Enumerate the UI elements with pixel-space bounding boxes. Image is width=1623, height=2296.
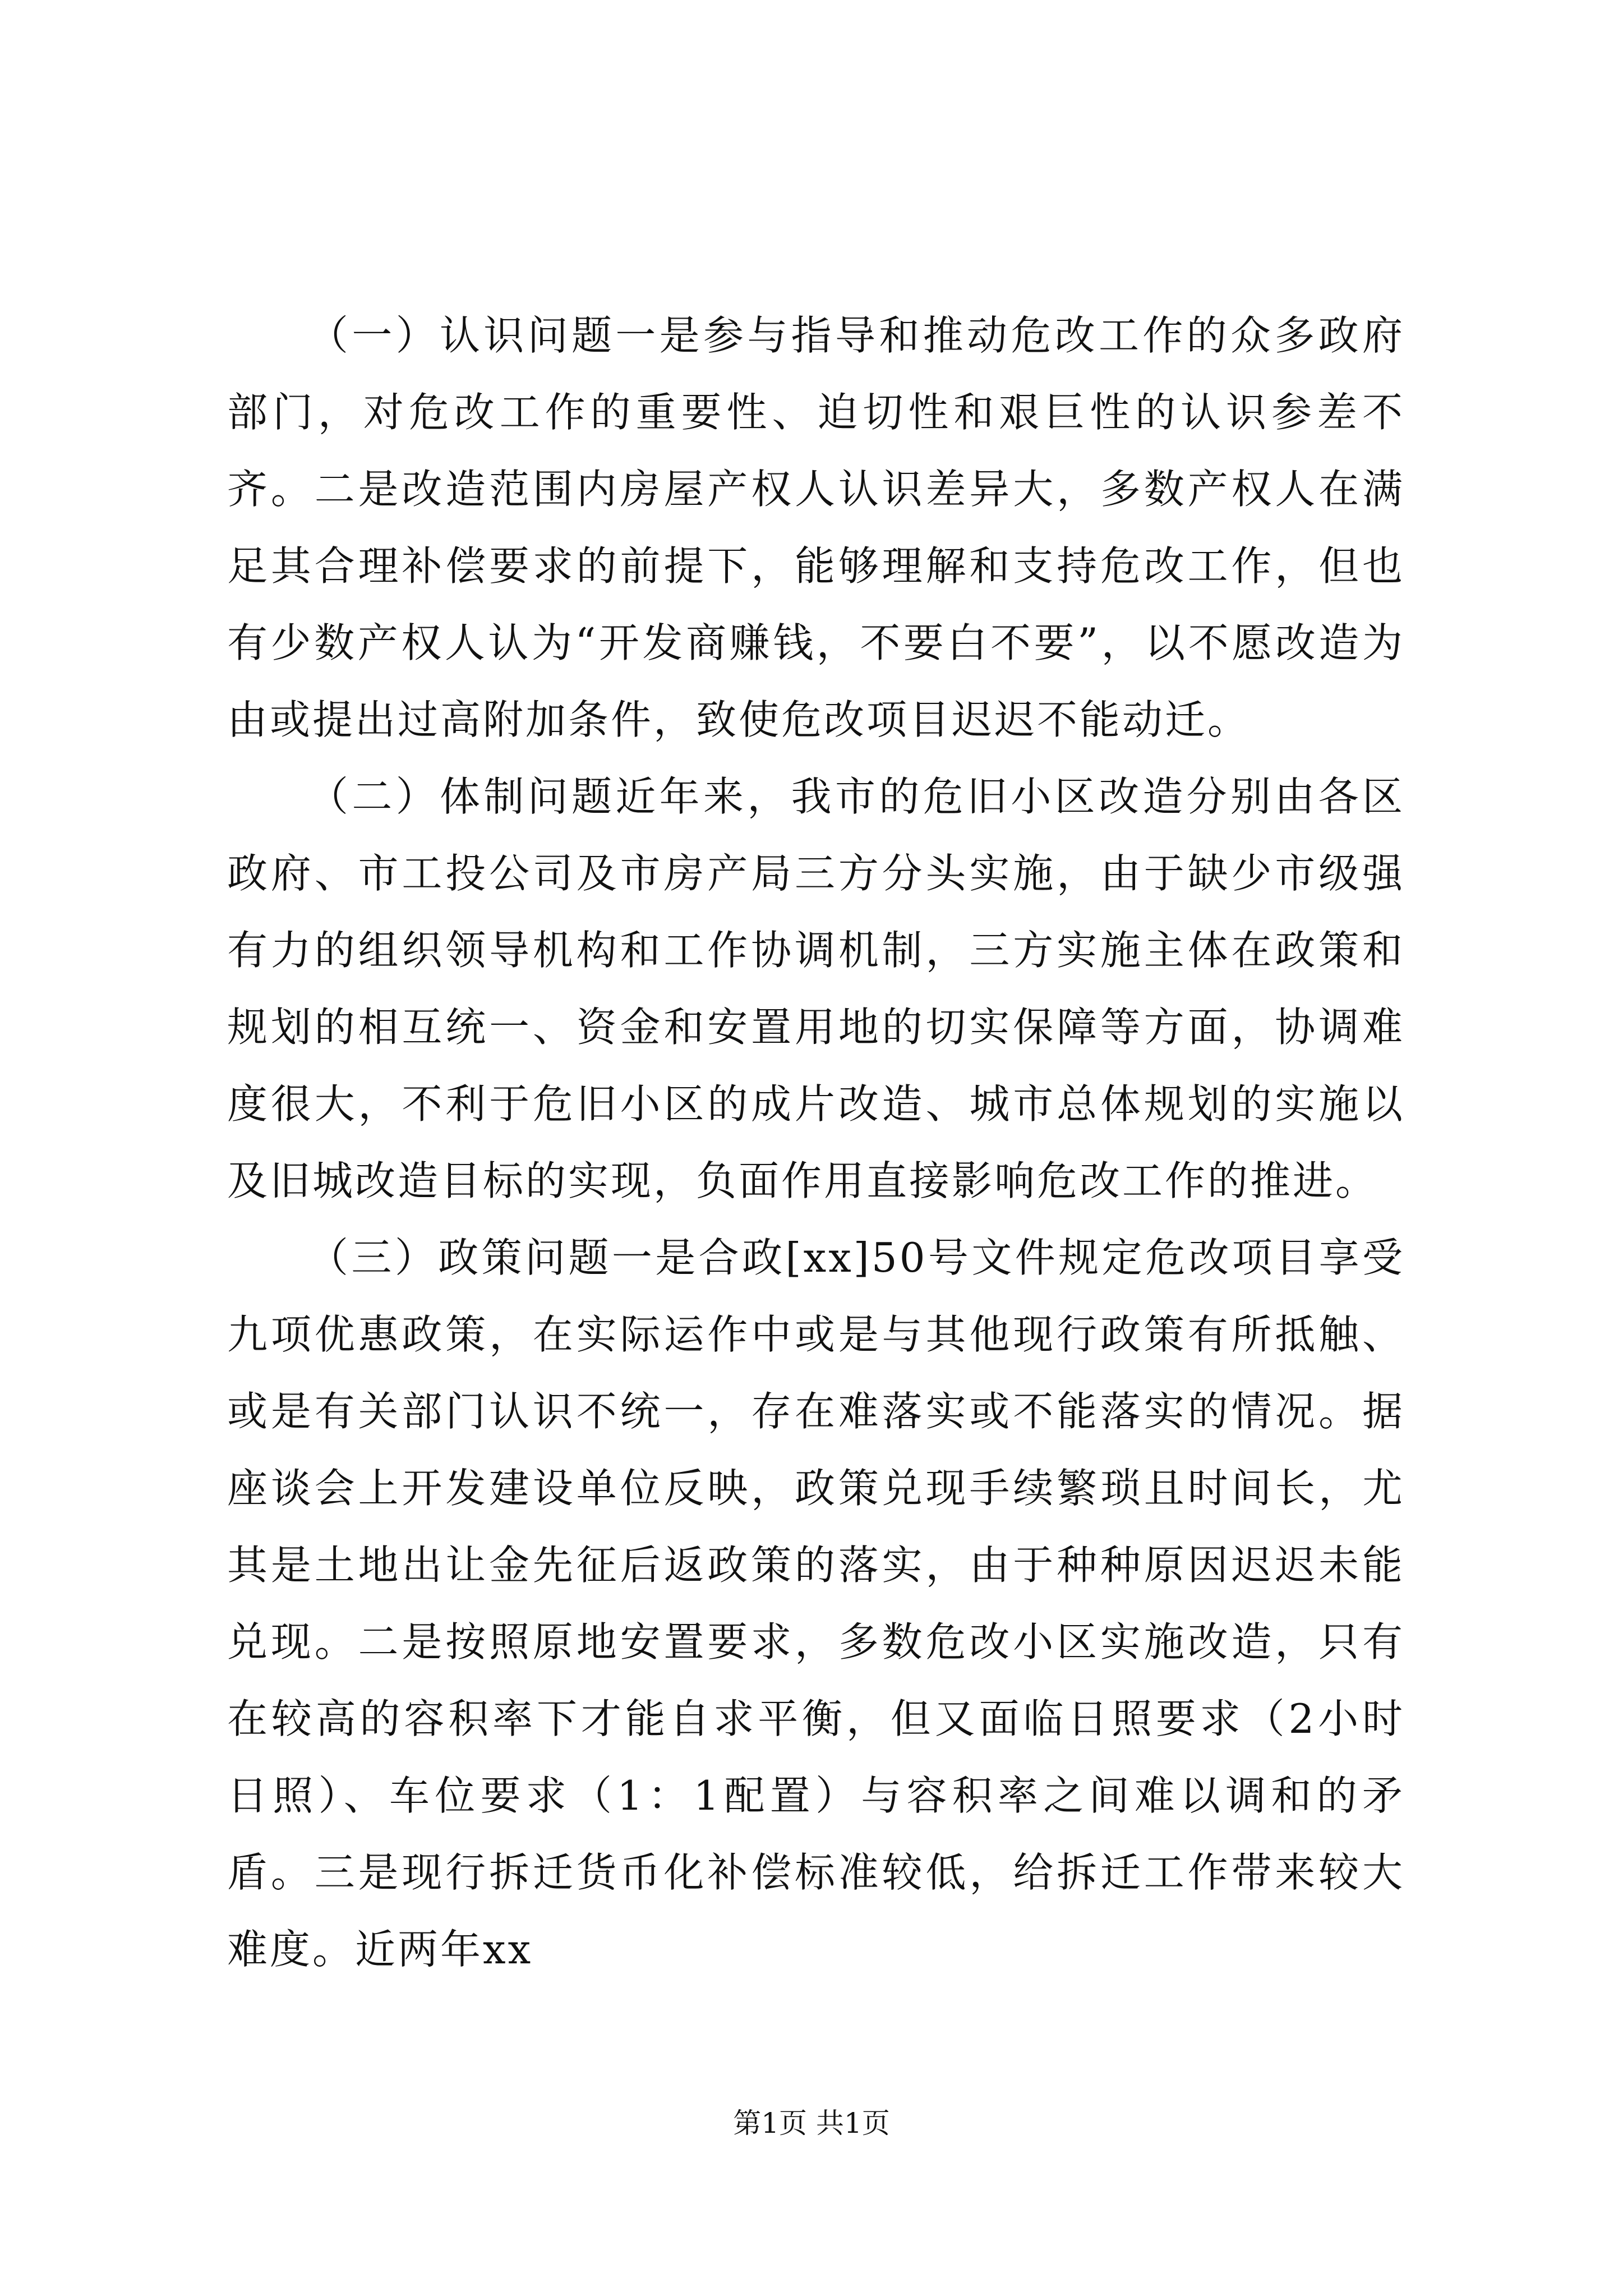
page-footer: 第1页 共1页 xyxy=(733,2107,890,2139)
paragraph-awareness-issue: （一）认识问题一是参与指导和推动危改工作的众多政府部门，对危改工作的重要性、迫切性和艰巨性的认识参差不齐。二是改造范围内房屋产权人认识差异大，多数产权人在满足其合理补偿要求的前提下，能够理解和支持危改工作，但也有少数产权人认为“开发商赚钱，不要白不要”，以不愿改造为由或提出过高附加条件，致使危改项目迟迟不能动迁。 xyxy=(227,312,1405,743)
document-body xyxy=(227,297,1405,1988)
paragraph-system-issue: （二）体制问题近年来，我市的危旧小区改造分别由各区政府、市工投公司及市房产局三方分头实施，由于缺少市级强有力的组织领导机构和工作协调机制，三方实施主体在政策和规划的相互统一、资金和安置用地的切实保障等方面，协调难度很大，不利于危旧小区的成片改造、城市总体规划的实施以及旧城改造目标的实现，负面作用直接影响危改工作的推进。 xyxy=(227,773,1405,1204)
paragraph-policy-issue: （三）政策问题一是合政[xx]50号文件规定危改项目享受九项优惠政策，在实际运作中或是与其他现行政策有所抵触、或是有关部门认识不统一，存在难落实或不能落实的情况。据座谈会上开发建设单位反映，政策兑现手续繁琐且时间长，尤其是土地出让金先征后返政策的落实，由于种种原因迟迟未能兑现。二是按照原地安置要求，多数危改小区实施改造，只有在较高的容积率下才能自求平衡，但又面临日照要求（2小时日照）、车位要求（1：1配置）与容积率之间难以调和的矛盾。三是现行拆迁货币化补偿标准较低，给拆迁工作带来较大难度。近两年xx xyxy=(227,1234,1405,1973)
